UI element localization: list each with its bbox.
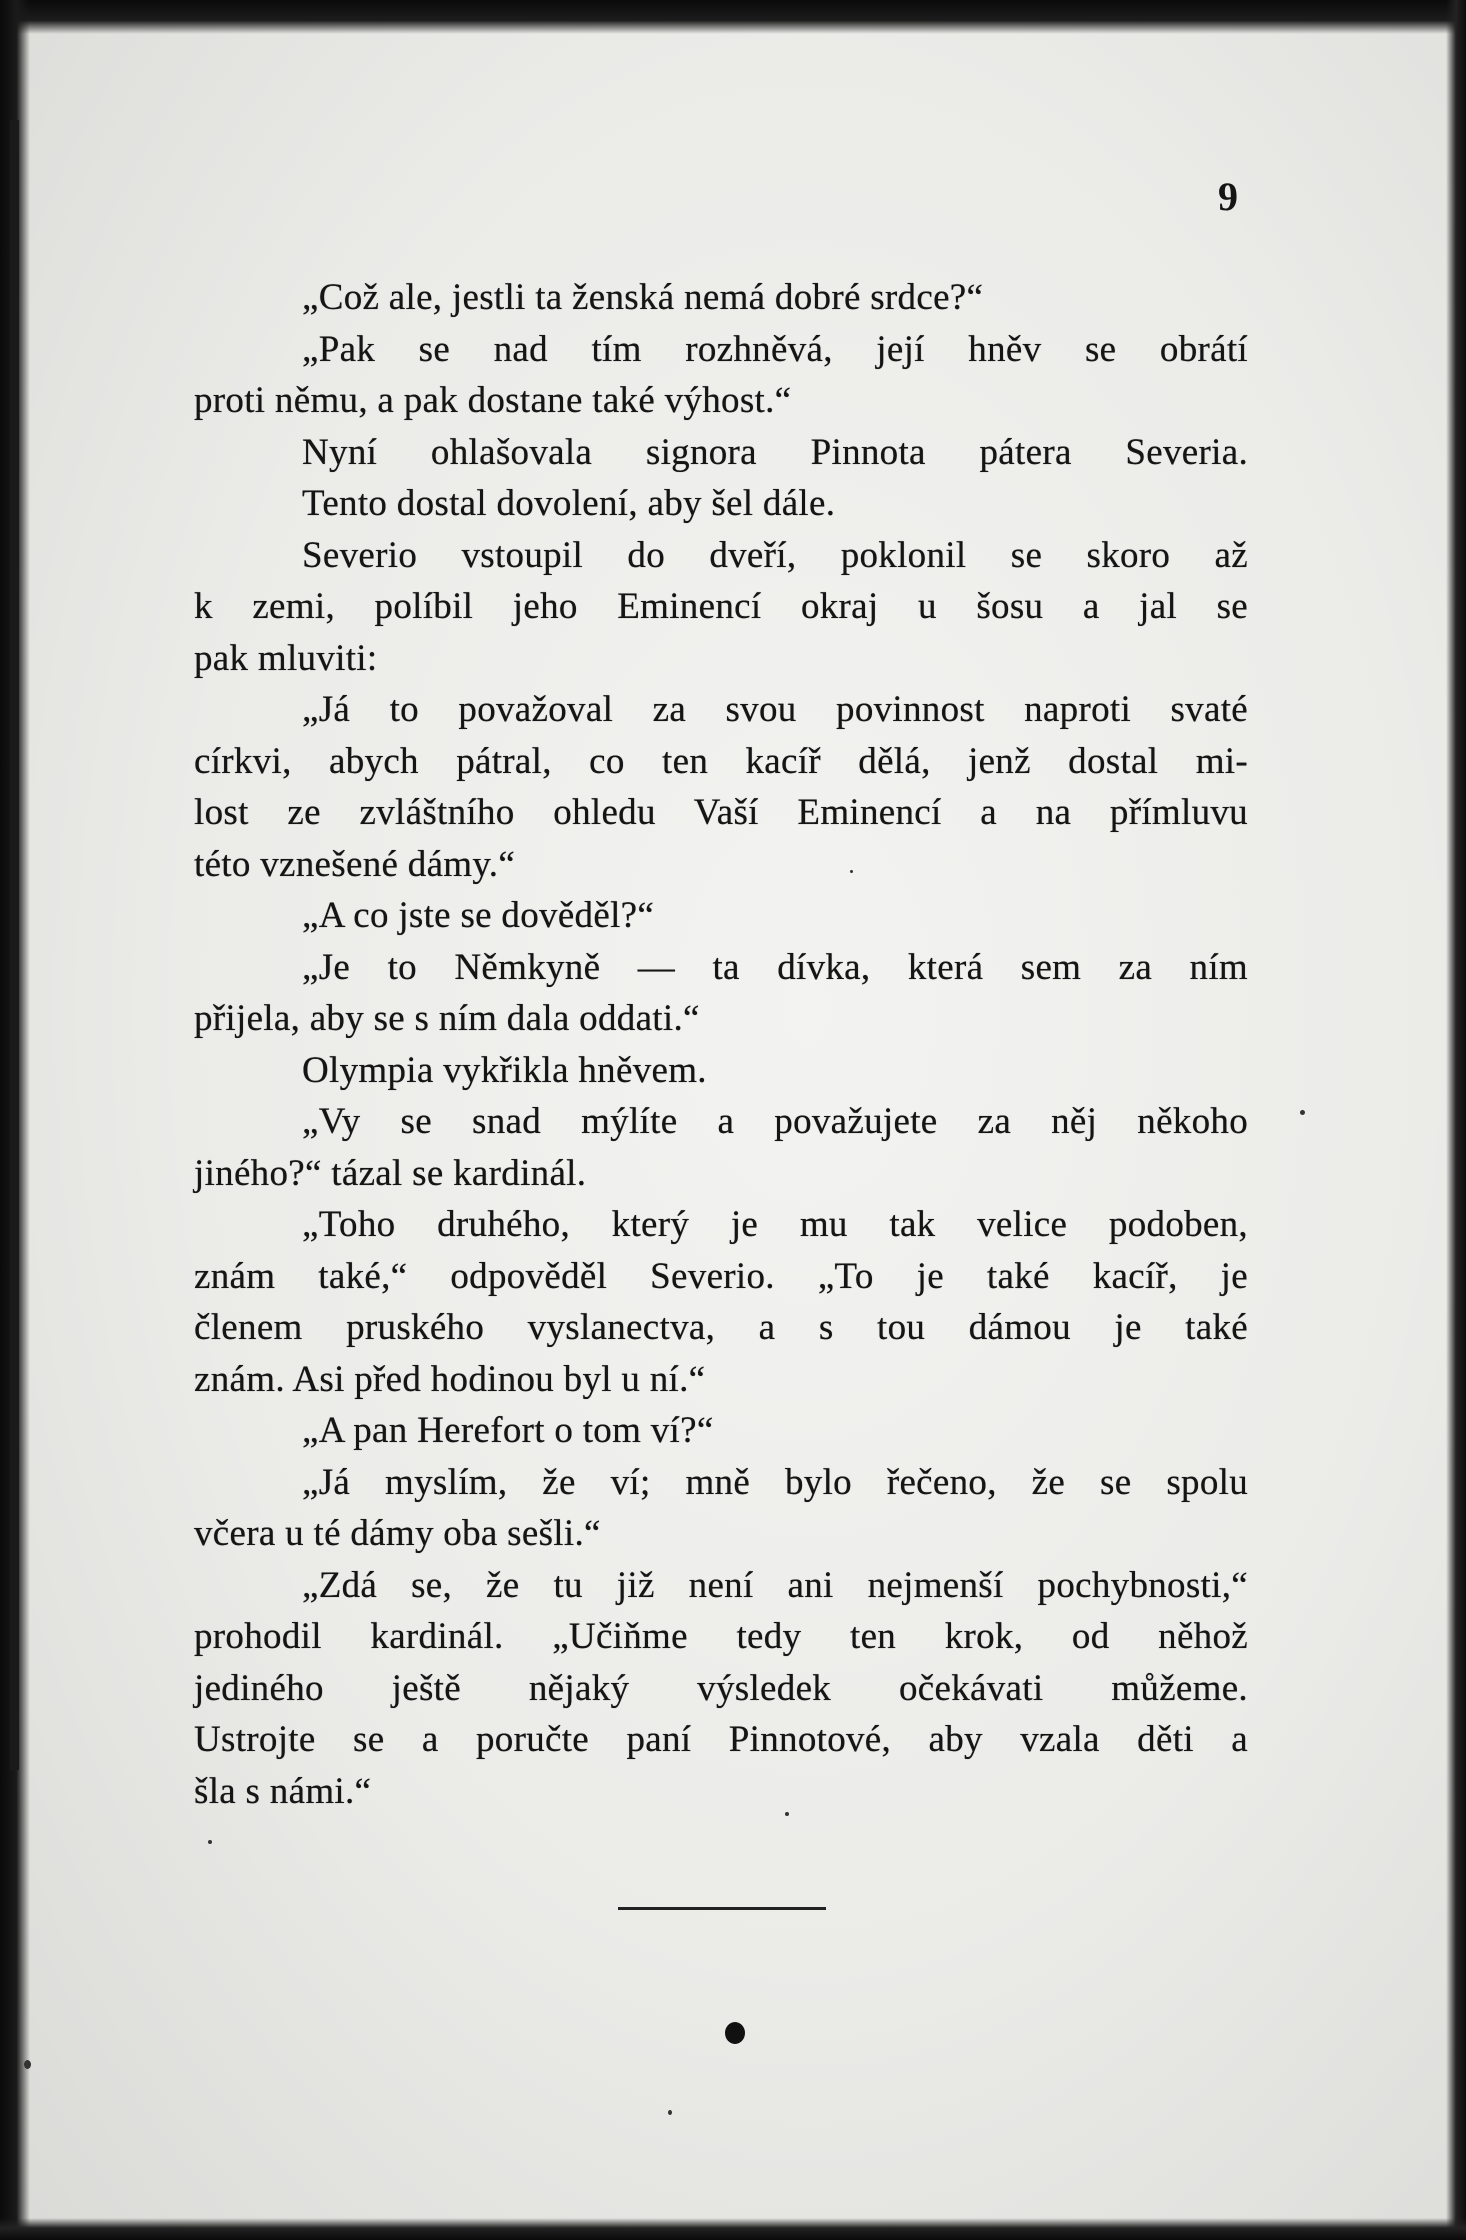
ink-speck: [1300, 1110, 1305, 1115]
text-line: přijela, aby se s ním dala oddati.“: [194, 998, 700, 1039]
text-line: „Což ale, jestli ta ženská nemá dobré srdce?“: [302, 277, 984, 318]
body-text: [194, 272, 1248, 1817]
text-line: lost ze zvláštního ohledu Vaší Eminencí a na přímluvu: [194, 792, 1248, 833]
text-line: „Toho druhého, který je mu tak velice podoben,: [302, 1204, 1248, 1245]
text-line: šla s námi.“: [194, 1770, 372, 1812]
text-line: „Je to Němkyně — ta dívka, která sem za ním: [302, 946, 1248, 988]
text-line: této vznešené dámy.“: [194, 843, 516, 885]
text-line: „Já to považoval za svou povinnost naproti svaté: [302, 689, 1248, 730]
scan-border-right: [1446, 0, 1466, 2240]
text-line: Ustrojte se a poručte paní Pinnotové, aby vzala děti a: [194, 1719, 1248, 1760]
text-line: prohodil kardinál. „Učiňme tedy ten krok, od něhož: [194, 1616, 1248, 1657]
text-line: Tento dostal dovolení, aby šel dále.: [302, 483, 836, 524]
ink-speck: [668, 2110, 672, 2115]
binding-edge: [10, 120, 19, 1770]
text-line: včera u té dámy oba sešli.“: [194, 1513, 601, 1554]
text-line: „Já myslím, že ví; mně bylo řečeno, že se spolu: [302, 1461, 1248, 1503]
text-line: Olympia vykřikla hněvem.: [302, 1049, 707, 1091]
text-line: „A pan Herefort o tom ví?“: [302, 1410, 714, 1451]
text-line: „Vy se snad mýlíte a považujete za něj někoho: [302, 1101, 1248, 1142]
ink-dot: [725, 2022, 745, 2044]
text-line: „Zdá se, že tu již není ani nejmenší pochybnosti,“: [302, 1564, 1248, 1606]
text-line: proti němu, a pak dostane také výhost.“: [194, 380, 792, 421]
scan-border-top: [0, 0, 1466, 34]
ink-speck: [208, 1840, 212, 1844]
text-line: Severio vstoupil do dveří, poklonil se skoro až: [302, 534, 1248, 576]
text-line: k zemi, políbil jeho Eminencí okraj u šosu a jal se: [194, 586, 1248, 627]
text-line: pak mluviti:: [194, 637, 378, 679]
text-line: jiného?“ tázal se kardinál.: [194, 1152, 587, 1194]
text-line: Nyní ohlašovala signora Pinnota pátera Severia.: [302, 431, 1248, 473]
chapter-end-rule: [618, 1907, 826, 1910]
text-line: církvi, abych pátral, co ten kacíř dělá, jenž dostal mi-: [194, 740, 1248, 782]
text-line: členem pruského vyslanectva, a s tou dámou je také: [194, 1307, 1248, 1348]
text-line: „A co jste se dověděl?“: [302, 895, 655, 936]
text-line: jediného ještě nějaký výsledek očekávati můžeme.: [194, 1667, 1248, 1709]
text-line: znám. Asi před hodinou byl u ní.“: [194, 1358, 706, 1400]
ink-speck: [850, 870, 853, 873]
page-number: 9: [1218, 174, 1238, 219]
ink-speck: [785, 1812, 789, 1816]
scan-border-bottom: [0, 2218, 1466, 2240]
text-line: znám také,“ odpověděl Severio. „To je také kacíř, je: [194, 1255, 1248, 1297]
ink-speck: [24, 2060, 31, 2069]
text-line: „Pak se nad tím rozhněvá, její hněv se obrátí: [302, 328, 1248, 370]
